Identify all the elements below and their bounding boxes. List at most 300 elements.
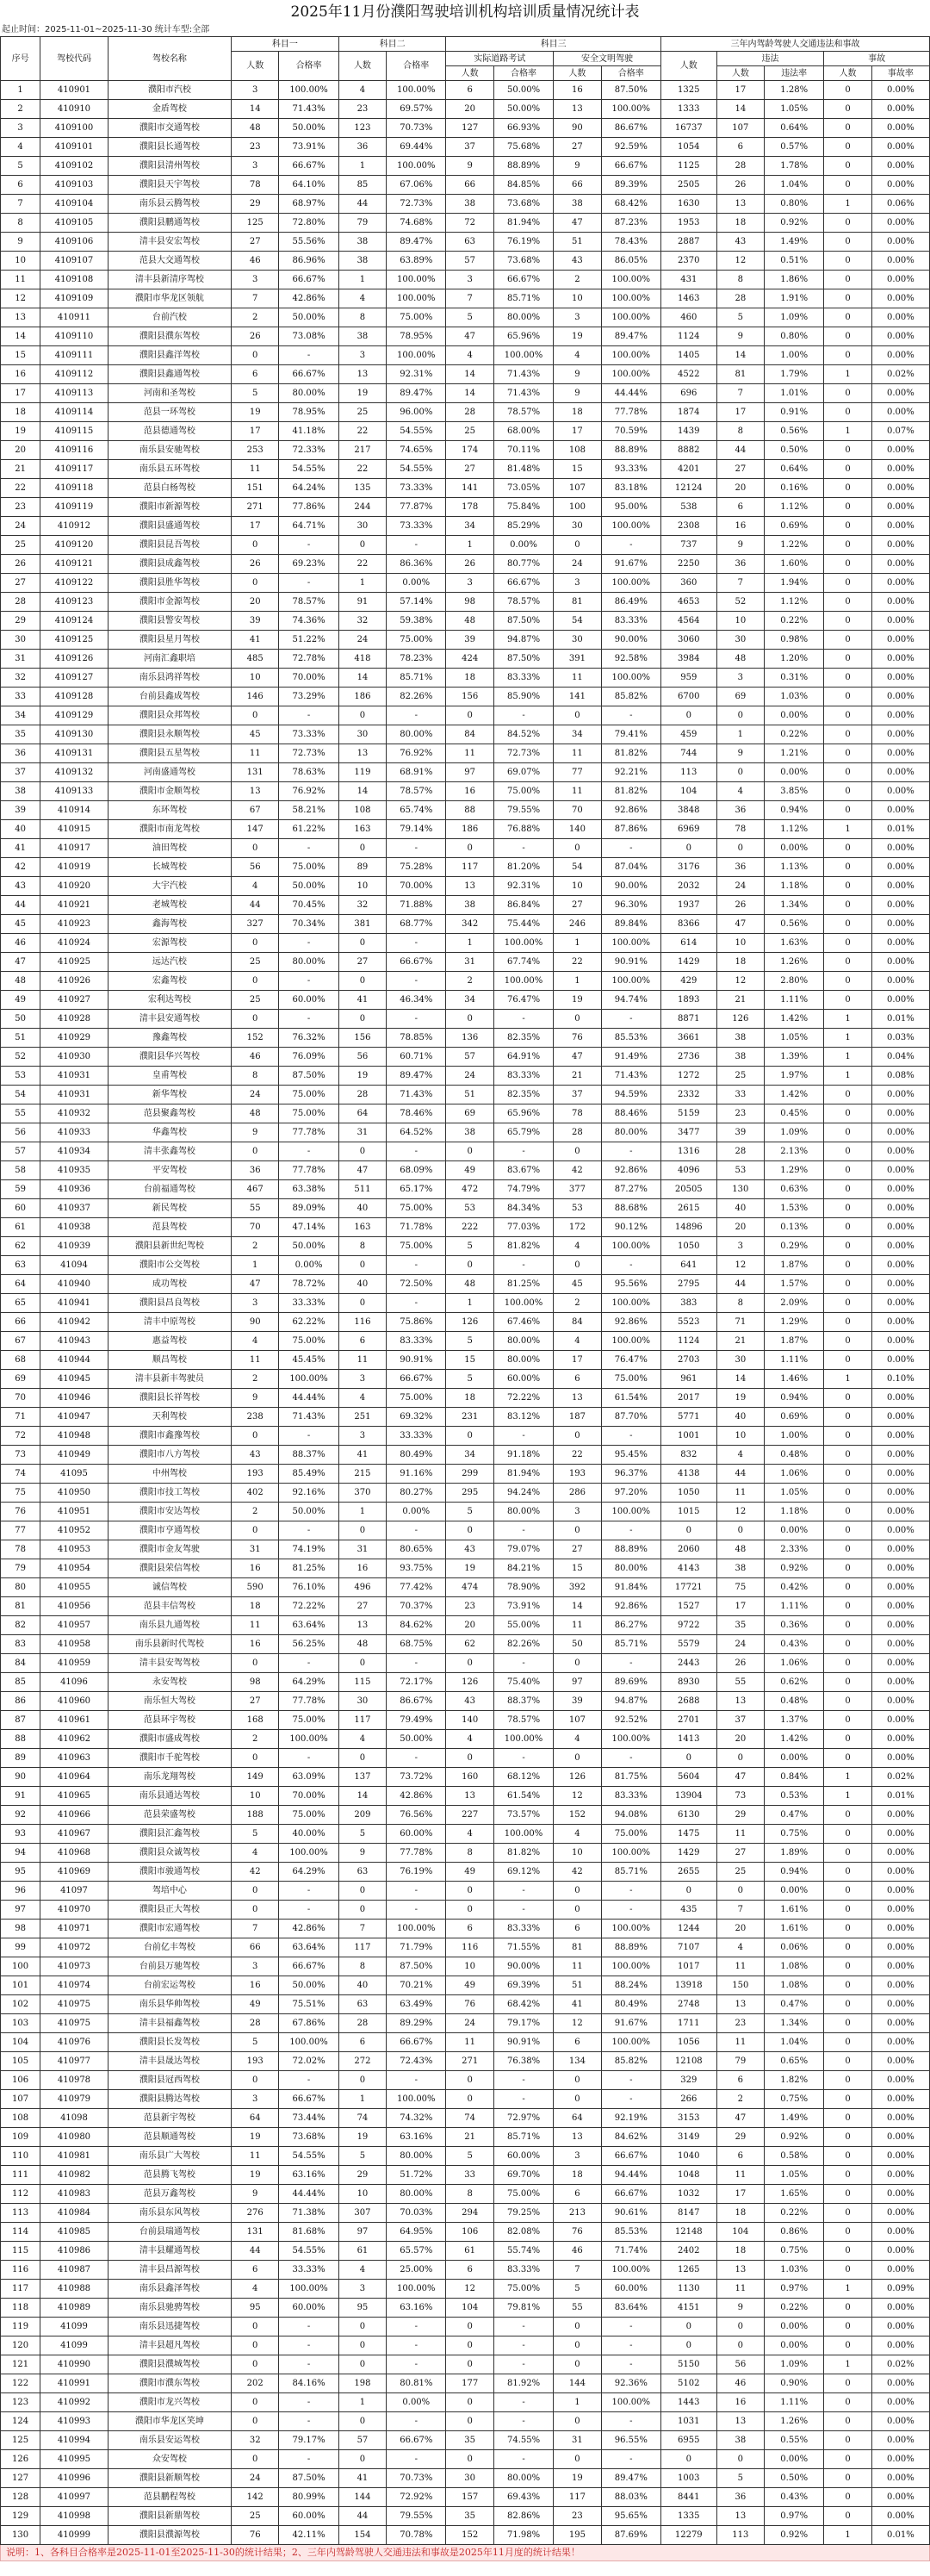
cell-viol-rate: 1.42%: [765, 1730, 824, 1749]
cell-school-name: 台前县瑞通驾校: [108, 2223, 231, 2242]
cell-k3a-pass: -: [493, 2090, 553, 2109]
cell-k2-count: 6: [338, 2033, 386, 2052]
cell-code: 410967: [40, 1825, 108, 1844]
cell-k2-pass: -: [387, 2450, 446, 2469]
cell-driver-count: 8871: [660, 1010, 716, 1029]
cell-k1-pass: 81.25%: [279, 1559, 338, 1578]
cell-k2-count: 22: [338, 555, 386, 574]
cell-k1-pass: 78.57%: [279, 593, 338, 612]
cell-k2-count: 95: [338, 2299, 386, 2318]
cell-driver-count: 1050: [660, 1484, 716, 1503]
cell-school-name: 濮阳县腾达驾校: [108, 2090, 231, 2109]
cell-viol-count: 48: [716, 650, 764, 669]
cell-k3b-count: 0: [554, 1142, 601, 1161]
cell-k1-count: 0: [231, 536, 278, 555]
cell-school-name: 南乐县鑫泽驾校: [108, 2280, 231, 2299]
cell-viol-count: 28: [716, 289, 764, 308]
cell-k3a-count: 57: [446, 1048, 493, 1067]
cell-viol-rate: 0.00%: [765, 706, 824, 725]
cell-k1-pass: -: [279, 972, 338, 991]
cell-k3b-pass: 100.00%: [601, 972, 660, 991]
cell-school-name: 濮阳县昆吾驾校: [108, 536, 231, 555]
cell-acc-count: 0: [824, 631, 871, 650]
cell-k1-count: 151: [231, 479, 278, 498]
cell-driver-count: 1048: [660, 2166, 716, 2185]
cell-school-name: 南乐恒大驾校: [108, 1692, 231, 1711]
cell-k3a-count: 84: [446, 725, 493, 744]
cell-k3b-count: 4: [554, 1730, 601, 1749]
cell-seq: 12: [1, 289, 40, 308]
cell-driver-count: 2060: [660, 1540, 716, 1559]
cell-k2-pass: 33.33%: [387, 1427, 446, 1446]
cell-k3a-count: 74: [446, 2109, 493, 2128]
cell-school-name: 宏利达驾校: [108, 991, 231, 1010]
cell-k1-count: 36: [231, 1161, 278, 1180]
cell-k3b-count: 3: [554, 2147, 601, 2166]
cell-k3b-pass: 100.00%: [601, 2261, 660, 2280]
cell-k3a-count: 98: [446, 593, 493, 612]
cell-school-name: 濮阳市金友驾驶: [108, 1540, 231, 1559]
cell-seq: 21: [1, 460, 40, 479]
cell-k3b-count: 66: [554, 176, 601, 195]
cell-k1-count: 2: [231, 1730, 278, 1749]
cell-code: 410925: [40, 953, 108, 972]
cell-k3b-pass: 100.00%: [601, 517, 660, 536]
cell-seq: 58: [1, 1161, 40, 1180]
cell-school-name: 范县鹏程驾校: [108, 2488, 231, 2507]
cell-driver-count: 0: [660, 2336, 716, 2355]
cell-k2-count: 117: [338, 1938, 386, 1957]
cell-viol-count: 21: [716, 1332, 764, 1351]
cell-k3a-count: 18: [446, 1389, 493, 1408]
cell-k2-pass: 63.16%: [387, 2299, 446, 2318]
cell-seq: 30: [1, 631, 40, 650]
cell-driver-count: 2748: [660, 1995, 716, 2014]
cell-k3b-pass: 80.00%: [601, 1559, 660, 1578]
cell-seq: 52: [1, 1048, 40, 1067]
cell-viol-count: 18: [716, 2242, 764, 2261]
cell-k2-pass: 83.33%: [387, 1332, 446, 1351]
cell-k2-pass: 57.14%: [387, 593, 446, 612]
cell-driver-count: 0: [660, 2318, 716, 2336]
cell-driver-count: 3848: [660, 801, 716, 820]
cell-code: 4109133: [40, 782, 108, 801]
cell-driver-count: 614: [660, 934, 716, 953]
cell-k1-pass: 73.91%: [279, 138, 338, 157]
table-row: [1, 327, 930, 346]
cell-k1-pass: 67.86%: [279, 2014, 338, 2033]
table-row: [1, 119, 930, 138]
cell-code: 410949: [40, 1446, 108, 1465]
cell-k2-count: 0: [338, 839, 386, 858]
cell-viol-rate: 0.00%: [765, 1749, 824, 1768]
cell-k2-pass: 72.73%: [387, 195, 446, 214]
cell-k1-pass: 79.17%: [279, 2431, 338, 2450]
cell-driver-count: 1124: [660, 1332, 716, 1351]
cell-code: 410982: [40, 2166, 108, 2185]
cell-k3a-count: 0: [446, 2090, 493, 2109]
cell-k3b-pass: 85.82%: [601, 688, 660, 706]
cell-seq: 126: [1, 2450, 40, 2469]
table-row: [1, 1654, 930, 1673]
cell-viol-count: 2: [716, 2090, 764, 2109]
cell-viol-count: 0: [716, 2450, 764, 2469]
cell-acc-rate: 0.00%: [871, 1540, 929, 1559]
cell-acc-count: 0: [824, 441, 871, 460]
cell-k3b-pass: -: [601, 1882, 660, 1901]
cell-seq: 5: [1, 157, 40, 176]
cell-k2-count: 6: [338, 1332, 386, 1351]
cell-acc-count: 0: [824, 1521, 871, 1540]
cell-k1-count: 131: [231, 763, 278, 782]
cell-k3b-pass: 92.21%: [601, 763, 660, 782]
cell-k1-pass: 66.67%: [279, 157, 338, 176]
cell-k2-count: 40: [338, 1976, 386, 1995]
cell-seq: 37: [1, 763, 40, 782]
cell-k3b-pass: 84.62%: [601, 2128, 660, 2147]
cell-seq: 107: [1, 2090, 40, 2109]
cell-k3a-pass: 80.00%: [493, 1332, 553, 1351]
cell-k3a-count: 23: [446, 1597, 493, 1616]
cell-acc-rate: 0.00%: [871, 1863, 929, 1882]
cell-k1-count: 11: [231, 744, 278, 763]
cell-k1-count: 11: [231, 1351, 278, 1370]
cell-k3a-count: 2: [446, 972, 493, 991]
cell-k1-count: 90: [231, 1313, 278, 1332]
cell-k2-count: 154: [338, 2526, 386, 2545]
cell-driver-count: 13918: [660, 1976, 716, 1995]
cell-acc-count: 0: [824, 2033, 871, 2052]
cell-acc-count: 0: [824, 289, 871, 308]
cell-seq: 11: [1, 271, 40, 289]
cell-k1-count: 48: [231, 1104, 278, 1123]
cell-k3b-pass: 100.00%: [601, 346, 660, 365]
cell-k3a-pass: 79.07%: [493, 1540, 553, 1559]
cell-viol-count: 11: [716, 2280, 764, 2299]
cell-k3b-pass: 68.42%: [601, 195, 660, 214]
cell-acc-count: 0: [824, 688, 871, 706]
cell-k2-count: 0: [338, 536, 386, 555]
cell-driver-count: 113: [660, 763, 716, 782]
cell-school-name: 濮阳市汽校: [108, 81, 231, 100]
table-row: [1, 650, 930, 669]
cell-k3b-count: 19: [554, 2469, 601, 2488]
cell-code: 410936: [40, 1180, 108, 1199]
cell-acc-rate: 0.00%: [871, 460, 929, 479]
cell-school-name: 濮阳县长发驾校: [108, 2033, 231, 2052]
cell-k3b-pass: 89.39%: [601, 176, 660, 195]
cell-driver-count: 3060: [660, 631, 716, 650]
table-row: [1, 1180, 930, 1199]
cell-k3a-count: 24: [446, 1067, 493, 1086]
cell-k3b-pass: 100.00%: [601, 271, 660, 289]
cell-seq: 106: [1, 2071, 40, 2090]
cell-k3a-count: 0: [446, 2336, 493, 2355]
cell-viol-count: 4: [716, 1938, 764, 1957]
cell-k2-pass: 68.09%: [387, 1161, 446, 1180]
cell-viol-count: 44: [716, 1465, 764, 1484]
cell-k1-count: 55: [231, 1199, 278, 1218]
cell-k1-count: 142: [231, 2488, 278, 2507]
cell-k1-count: 147: [231, 820, 278, 839]
cell-k3b-pass: 66.67%: [601, 2147, 660, 2166]
cell-code: 4109113: [40, 384, 108, 403]
cell-k2-pass: 79.14%: [387, 820, 446, 839]
cell-school-name: 濮阳县冠西驾校: [108, 2071, 231, 2090]
cell-code: 410997: [40, 2488, 108, 2507]
cell-acc-count: 0: [824, 1256, 871, 1275]
cell-k2-pass: 77.78%: [387, 1844, 446, 1863]
cell-seq: 31: [1, 650, 40, 669]
table-row: [1, 365, 930, 384]
cell-k2-pass: 69.32%: [387, 1408, 446, 1427]
cell-school-name: 南乐县云腾驾校: [108, 195, 231, 214]
cell-driver-count: 2402: [660, 2242, 716, 2261]
cell-school-name: 范县驾校: [108, 1218, 231, 1237]
table-row: [1, 2336, 930, 2355]
cell-school-name: 濮阳县正大驾校: [108, 1901, 231, 1920]
cell-driver-count: 1893: [660, 991, 716, 1010]
cell-k1-pass: 66.67%: [279, 271, 338, 289]
table-row: [1, 2412, 930, 2431]
cell-k3a-pass: 84.52%: [493, 725, 553, 744]
cell-k2-pass: 70.00%: [387, 877, 446, 896]
cell-k3a-count: 14: [446, 384, 493, 403]
cell-k1-pass: 72.02%: [279, 2052, 338, 2071]
cell-k3b-count: 0: [554, 839, 601, 858]
cell-k2-pass: 77.87%: [387, 498, 446, 517]
training-quality-table: [0, 36, 930, 2545]
table-row: [1, 441, 930, 460]
cell-viol-rate: 0.94%: [765, 801, 824, 820]
cell-k1-count: 45: [231, 725, 278, 744]
cell-viol-rate: 1.11%: [765, 2393, 824, 2412]
table-row: [1, 2393, 930, 2412]
cell-viol-rate: 1.57%: [765, 1275, 824, 1294]
cell-k2-count: 511: [338, 1180, 386, 1199]
cell-k3a-pass: 68.00%: [493, 422, 553, 441]
cell-school-name: 南乐县鸿祥驾校: [108, 669, 231, 688]
table-row: [1, 858, 930, 877]
cell-acc-count: 0: [824, 763, 871, 782]
cell-k3a-count: 136: [446, 1029, 493, 1048]
cell-k3a-pass: 81.94%: [493, 214, 553, 233]
cell-seq: 56: [1, 1123, 40, 1142]
cell-acc-count: 0: [824, 801, 871, 820]
cell-k2-count: 79: [338, 214, 386, 233]
cell-k3b-count: 7: [554, 2261, 601, 2280]
cell-acc-count: 0: [824, 1938, 871, 1957]
cell-acc-count: 0: [824, 100, 871, 119]
cell-acc-rate: 0.00%: [871, 346, 929, 365]
cell-viol-count: 44: [716, 1275, 764, 1294]
cell-k3a-pass: 100.00%: [493, 346, 553, 365]
cell-k3a-count: 76: [446, 1995, 493, 2014]
cell-k3b-count: 12: [554, 1787, 601, 1806]
cell-k1-count: 16: [231, 1976, 278, 1995]
cell-k3b-count: 76: [554, 1029, 601, 1048]
cell-k1-count: 193: [231, 2052, 278, 2071]
cell-k3b-count: 84: [554, 1313, 601, 1332]
cell-k1-count: 4: [231, 1844, 278, 1863]
cell-acc-rate: 0.00%: [871, 138, 929, 157]
cell-code: 4109111: [40, 346, 108, 365]
cell-code: 410971: [40, 1920, 108, 1938]
cell-seq: 105: [1, 2052, 40, 2071]
cell-k3b-count: 6: [554, 1370, 601, 1389]
cell-k1-pass: -: [279, 1010, 338, 1029]
cell-school-name: 长城驾校: [108, 858, 231, 877]
cell-k3b-count: 0: [554, 2090, 601, 2109]
header-name: 驾校名称: [108, 37, 231, 81]
cell-k3b-pass: 76.47%: [601, 1351, 660, 1370]
cell-code: 410998: [40, 2507, 108, 2526]
cell-code: 4109109: [40, 289, 108, 308]
cell-k3a-pass: -: [493, 2412, 553, 2431]
cell-k3b-pass: -: [601, 2355, 660, 2374]
table-row: [1, 744, 930, 763]
cell-school-name: 南乐县驰骋驾校: [108, 2299, 231, 2318]
cell-k3a-pass: 65.96%: [493, 327, 553, 346]
cell-acc-rate: 0.00%: [871, 2071, 929, 2090]
cell-k3a-pass: 85.71%: [493, 2128, 553, 2147]
cell-k3a-count: 222: [446, 1218, 493, 1237]
cell-k2-count: 117: [338, 1711, 386, 1730]
cell-driver-count: 1125: [660, 157, 716, 176]
cell-k3a-pass: -: [493, 2071, 553, 2090]
cell-driver-count: 2701: [660, 1711, 716, 1730]
cell-k3b-pass: 80.00%: [601, 1123, 660, 1142]
cell-viol-count: 28: [716, 1142, 764, 1161]
cell-k2-pass: 65.17%: [387, 1180, 446, 1199]
cell-k1-count: 402: [231, 1484, 278, 1503]
cell-driver-count: 2332: [660, 1086, 716, 1104]
cell-school-name: 濮阳市公交驾校: [108, 1256, 231, 1275]
cell-k3b-count: 100: [554, 498, 601, 517]
cell-k1-count: 10: [231, 1787, 278, 1806]
table-row: [1, 460, 930, 479]
cell-k3b-pass: 100.00%: [601, 1294, 660, 1313]
cell-driver-count: 6969: [660, 820, 716, 839]
cell-k3a-count: 61: [446, 2242, 493, 2261]
cell-code: 4109120: [40, 536, 108, 555]
cell-k3a-count: 177: [446, 2374, 493, 2393]
cell-k3a-pass: 68.42%: [493, 1995, 553, 2014]
cell-k3b-count: 1: [554, 934, 601, 953]
cell-k3b-pass: 85.71%: [601, 1863, 660, 1882]
cell-seq: 67: [1, 1332, 40, 1351]
cell-k1-pass: 77.78%: [279, 1161, 338, 1180]
cell-k2-count: 30: [338, 725, 386, 744]
cell-k2-pass: 89.47%: [387, 233, 446, 252]
cell-k3a-count: 0: [446, 2355, 493, 2374]
header-k3-road: 实际道路考试: [446, 52, 554, 66]
cell-acc-rate: 0.00%: [871, 327, 929, 346]
table-row: [1, 2128, 930, 2147]
cell-code: 4109100: [40, 119, 108, 138]
table-row: [1, 1995, 930, 2014]
cell-k2-count: 209: [338, 1806, 386, 1825]
cell-k2-pass: 90.91%: [387, 1351, 446, 1370]
cell-seq: 75: [1, 1484, 40, 1503]
cell-k3b-count: 11: [554, 1957, 601, 1976]
cell-driver-count: 1272: [660, 1067, 716, 1086]
cell-viol-count: 75: [716, 1578, 764, 1597]
cell-k3b-pass: 93.33%: [601, 460, 660, 479]
cell-k1-count: 9: [231, 1389, 278, 1408]
cell-viol-count: 39: [716, 1123, 764, 1142]
cell-k3a-pass: 73.68%: [493, 252, 553, 271]
cell-k1-count: 78: [231, 176, 278, 195]
cell-k1-pass: 75.00%: [279, 1332, 338, 1351]
cell-school-name: 范县顺通驾校: [108, 2128, 231, 2147]
cell-k2-count: 5: [338, 1825, 386, 1844]
cell-k2-pass: 93.75%: [387, 1559, 446, 1578]
cell-k3b-count: 27: [554, 896, 601, 915]
cell-k3b-pass: 90.00%: [601, 631, 660, 650]
cell-k3a-pass: 73.57%: [493, 1806, 553, 1825]
cell-acc-rate: 0.00%: [871, 1142, 929, 1161]
cell-seq: 119: [1, 2318, 40, 2336]
cell-k3b-count: 0: [554, 1901, 601, 1920]
cell-school-name: 濮阳县长通驾校: [108, 138, 231, 157]
cell-k1-pass: 64.24%: [279, 479, 338, 498]
cell-acc-count: 0: [824, 744, 871, 763]
cell-seq: 96: [1, 1882, 40, 1901]
cell-school-name: 惠益驾校: [108, 1332, 231, 1351]
cell-k1-count: 98: [231, 1673, 278, 1692]
cell-k3b-pass: -: [601, 1521, 660, 1540]
cell-k3b-count: 9: [554, 157, 601, 176]
cell-k2-count: 10: [338, 2185, 386, 2204]
cell-k1-pass: 50.00%: [279, 1976, 338, 1995]
cell-k3a-count: 88: [446, 801, 493, 820]
cell-k2-pass: -: [387, 2412, 446, 2431]
cell-k3b-pass: 97.20%: [601, 1484, 660, 1503]
cell-viol-rate: 1.29%: [765, 1313, 824, 1332]
cell-viol-count: 16: [716, 517, 764, 536]
cell-k3b-count: 34: [554, 725, 601, 744]
cell-viol-rate: 0.75%: [765, 2242, 824, 2261]
cell-school-name: 南乐龙翔驾校: [108, 1768, 231, 1787]
cell-k2-pass: 71.43%: [387, 1086, 446, 1104]
cell-k1-pass: 78.72%: [279, 1275, 338, 1294]
cell-school-name: 濮阳市交通驾校: [108, 119, 231, 138]
cell-k3a-pass: -: [493, 1654, 553, 1673]
cell-k1-pass: 69.23%: [279, 555, 338, 574]
cell-k3b-pass: -: [601, 1427, 660, 1446]
cell-acc-count: 0: [824, 2450, 871, 2469]
cell-viol-count: 10: [716, 612, 764, 631]
cell-viol-rate: 0.98%: [765, 631, 824, 650]
header-subject3: 科目三: [446, 37, 660, 52]
cell-k3b-pass: 77.78%: [601, 403, 660, 422]
cell-viol-count: 81: [716, 365, 764, 384]
cell-k2-count: 11: [338, 1351, 386, 1370]
cell-k1-pass: -: [279, 1749, 338, 1768]
cell-k1-pass: 100.00%: [279, 1730, 338, 1749]
cell-viol-rate: 0.22%: [765, 2204, 824, 2223]
header-three-count: 人数: [660, 52, 716, 81]
cell-school-name: 河南盛通驾校: [108, 763, 231, 782]
cell-k1-count: 25: [231, 953, 278, 972]
cell-driver-count: 8930: [660, 1673, 716, 1692]
cell-school-name: 永安驾校: [108, 1673, 231, 1692]
cell-code: 4109103: [40, 176, 108, 195]
cell-k3b-count: 81: [554, 1938, 601, 1957]
cell-acc-count: 0: [824, 1313, 871, 1332]
cell-code: 410963: [40, 1749, 108, 1768]
